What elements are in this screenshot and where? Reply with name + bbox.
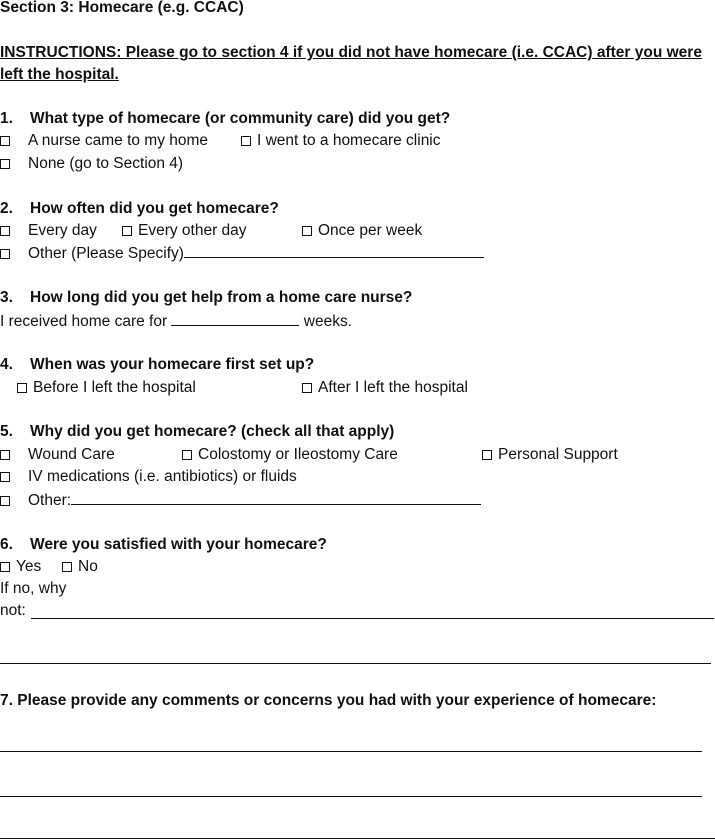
q2-option-every-other-day[interactable]: Every other day xyxy=(122,221,247,241)
question-6-text: Were you satisfied with your homecare? xyxy=(30,536,327,553)
instructions-line-2: left the hospital. xyxy=(0,66,119,83)
q7-answer-line-3[interactable] xyxy=(0,838,715,839)
checkbox[interactable] xyxy=(62,562,72,572)
question-3 xyxy=(0,288,412,308)
question-5-number: 5. xyxy=(0,423,13,440)
q7-answer-line-2[interactable] xyxy=(0,796,702,797)
checkbox[interactable] xyxy=(0,249,10,259)
checkbox[interactable] xyxy=(17,383,27,393)
q7-answer-line-1[interactable] xyxy=(0,751,702,752)
question-2-text: How often did you get homecare? xyxy=(30,200,279,217)
q5-option-iv-medications[interactable]: IV medications (i.e. antibiotics) or fluids xyxy=(0,467,297,487)
q6-option-no[interactable]: No xyxy=(62,557,98,577)
q2-option-other[interactable]: Other (Please Specify) xyxy=(0,243,484,264)
checkbox[interactable] xyxy=(0,450,10,460)
q4-option-before[interactable]: Before I left the hospital xyxy=(17,378,196,398)
q1-option-nurse[interactable]: A nurse came to my home xyxy=(0,131,208,151)
q3-answer: I received home care for weeks. xyxy=(0,313,353,330)
question-5 xyxy=(0,422,394,442)
checkbox[interactable] xyxy=(182,450,192,460)
q2-option-every-day[interactable]: Every day xyxy=(0,221,97,241)
checkbox[interactable] xyxy=(0,136,10,146)
question-4-text: When was your homecare first set up? xyxy=(30,356,315,373)
q6-option-yes[interactable]: Yes xyxy=(0,557,41,577)
checkbox[interactable] xyxy=(0,496,10,506)
q6-followup-label-2: not: xyxy=(0,602,26,619)
question-7-text: 7. Please provide any comments or concerns you had with your experience of homecare: xyxy=(0,692,657,709)
question-2 xyxy=(0,199,279,219)
q5-option-personal-support[interactable]: Personal Support xyxy=(482,445,618,465)
checkbox[interactable] xyxy=(482,450,492,460)
instructions-line-1: INSTRUCTIONS: Please go to section 4 if you did not have homecare (i.e. CCAC) after you were xyxy=(0,44,702,61)
q5-other-line[interactable] xyxy=(71,490,481,505)
question-1-text: What type of homecare (or community care) did you get? xyxy=(30,110,451,127)
checkbox[interactable] xyxy=(0,472,10,482)
checkbox[interactable] xyxy=(241,136,251,146)
checkbox[interactable] xyxy=(302,383,312,393)
question-4 xyxy=(0,355,314,375)
q2-other-specify-line[interactable] xyxy=(184,243,484,258)
question-3-text: How long did you get help from a home care nurse? xyxy=(30,289,413,306)
checkbox[interactable] xyxy=(0,159,10,169)
q3-weeks-line[interactable] xyxy=(171,311,299,326)
question-6 xyxy=(0,535,327,555)
question-1-number: 1. xyxy=(0,110,13,127)
q1-option-none[interactable]: None (go to Section 4) xyxy=(0,154,183,174)
q4-option-after[interactable]: After I left the hospital xyxy=(302,378,468,398)
checkbox[interactable] xyxy=(0,562,10,572)
q5-option-ostomy-care[interactable]: Colostomy or Ileostomy Care xyxy=(182,445,398,465)
q1-option-clinic[interactable]: I went to a homecare clinic xyxy=(241,131,441,151)
checkbox[interactable] xyxy=(0,226,10,236)
section-title: Section 3: Homecare (e.g. CCAC) xyxy=(0,0,244,16)
question-5-text: Why did you get homecare? (check all that apply) xyxy=(30,423,395,440)
q6-answer-line-2[interactable] xyxy=(0,663,711,664)
question-6-number: 6. xyxy=(0,536,13,553)
q5-option-other[interactable]: Other: xyxy=(0,490,481,511)
question-3-number: 3. xyxy=(0,289,13,306)
q6-answer-line-1[interactable] xyxy=(31,618,714,619)
q2-option-once-per-week[interactable]: Once per week xyxy=(302,221,422,241)
q6-followup-label: If no, why xyxy=(0,580,67,597)
question-4-number: 4. xyxy=(0,356,13,373)
question-2-number: 2. xyxy=(0,200,13,217)
checkbox[interactable] xyxy=(302,226,312,236)
q5-option-wound-care[interactable]: Wound Care xyxy=(0,445,115,465)
question-1 xyxy=(0,109,450,129)
checkbox[interactable] xyxy=(122,226,132,236)
